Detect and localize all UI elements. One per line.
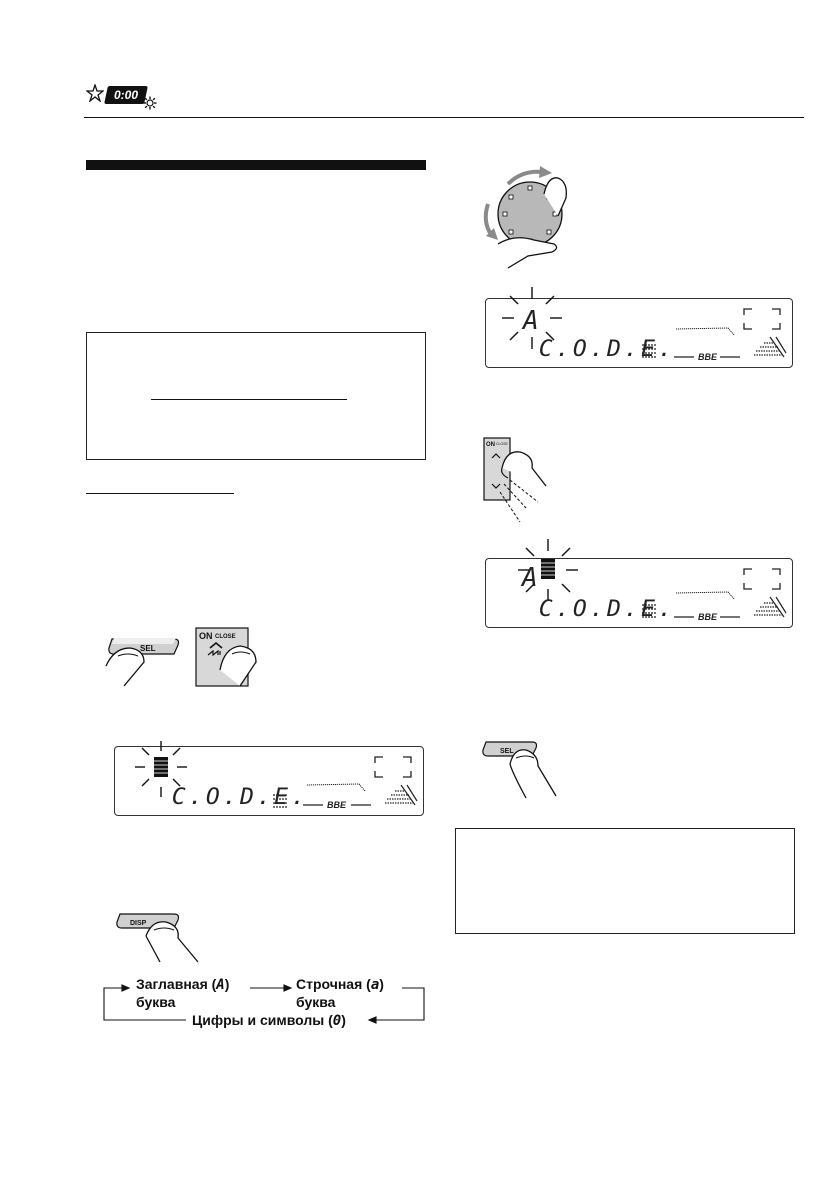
flow-upper-glyph: A	[216, 977, 225, 993]
flow-digits-glyph: 0	[332, 1013, 342, 1029]
header	[0, 0, 840, 120]
gear-icon	[143, 96, 157, 110]
lcd-letter-a: A	[522, 563, 538, 593]
header-rule	[84, 117, 804, 118]
lcd-display-letter-a	[485, 298, 793, 368]
close-label: CLOSE	[215, 634, 236, 640]
disp-button-label: DISP	[130, 920, 147, 927]
note-underline	[151, 399, 347, 400]
subheading-underline	[86, 493, 234, 494]
lcd-bbe-label: BBE	[698, 352, 718, 362]
on-label: ON	[199, 631, 213, 641]
lcd-code-text: C.O.D.E.	[538, 597, 676, 622]
sel-button-label: SEL	[140, 644, 156, 653]
flow-lower-case: Строчная (a) буква	[296, 976, 384, 1010]
lcd-code-text: C.O.D.E.	[171, 785, 309, 810]
lcd-code-text: C.O.D.E.	[538, 337, 676, 362]
lcd-bbe-label: BBE	[327, 800, 347, 810]
lcd-letter-a: A	[523, 306, 539, 336]
clock-badge: 0:00	[104, 86, 148, 104]
on-label: ON	[486, 442, 495, 448]
flow-digits-symbols: Цифры и символы (0)	[192, 1012, 346, 1029]
lcd-display-a-cursor	[485, 558, 793, 628]
star-icon	[86, 84, 104, 102]
disp-illustration	[112, 906, 222, 966]
sel-confirm-illustration	[480, 736, 570, 802]
seek-button-illustration	[480, 436, 560, 526]
sel-button-label: SEL	[500, 748, 514, 755]
note-box	[86, 332, 426, 460]
flow-upper-case: Заглавная (A) буква	[136, 976, 230, 1010]
sel-and-onclose-illustration	[100, 626, 280, 688]
note-box-right	[455, 828, 795, 934]
control-dial-illustration	[478, 164, 588, 272]
flow-lower-glyph: a	[370, 977, 380, 993]
section-title-bar	[86, 160, 426, 170]
close-label: CLOSE	[496, 442, 508, 446]
lcd-display-code	[114, 746, 424, 816]
lcd-bbe-label: BBE	[698, 612, 718, 622]
